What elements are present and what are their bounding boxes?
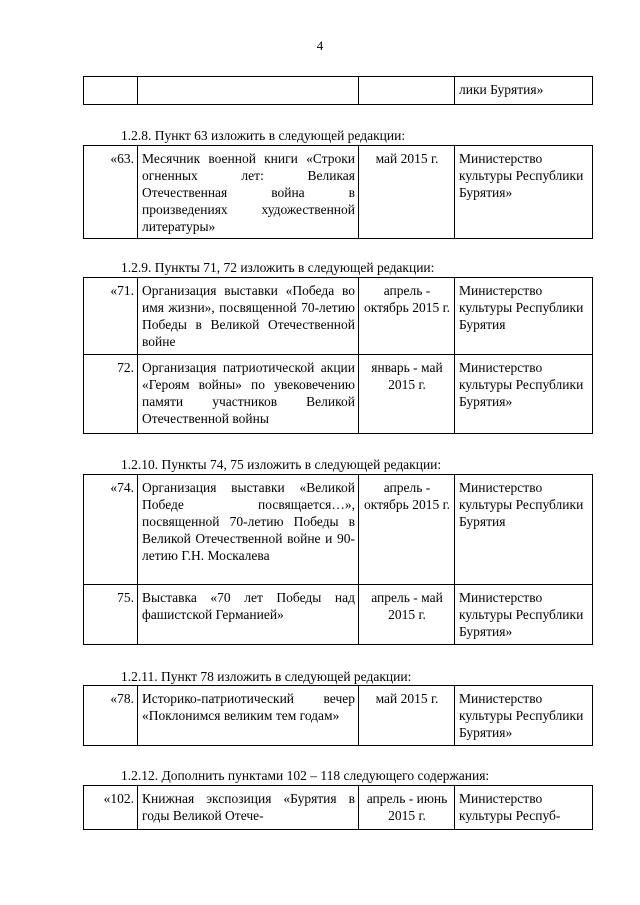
cell-name bbox=[138, 77, 359, 105]
table-row bbox=[84, 77, 593, 105]
cell-org: Министерство культуры Республики Бурятия bbox=[455, 475, 593, 585]
cell-num: «63. bbox=[84, 146, 138, 239]
table-section-1-2-12 bbox=[83, 785, 593, 830]
cell-num: 75. bbox=[84, 585, 138, 645]
cell-num: «74. bbox=[84, 475, 138, 585]
cell-date: апрель - май 2015 г. bbox=[359, 585, 455, 645]
table-continuation bbox=[83, 76, 593, 105]
cell-date: май 2015 г. bbox=[359, 686, 455, 746]
table-section-1-2-10 bbox=[83, 474, 593, 645]
cell-org: Министерство культуры Республики Бурятия» bbox=[455, 686, 593, 746]
section-heading: 1.2.11. Пункт 78 изложить в следующей редакции: bbox=[121, 669, 412, 684]
cell-num: 72. bbox=[84, 355, 138, 434]
table-row bbox=[84, 585, 593, 645]
table-row bbox=[84, 146, 593, 239]
cell-name: Историко-патриотический вечер «Поклонимся великим тем годам» bbox=[138, 686, 359, 746]
page-number: 4 bbox=[316, 38, 324, 53]
cell-org: Министерство культуры Республики Бурятия» bbox=[455, 146, 593, 239]
table-row bbox=[84, 355, 593, 434]
cell-org: Министерство культуры Респуб- bbox=[455, 786, 593, 830]
section-heading: 1.2.9. Пункты 71, 72 изложить в следующей редакции: bbox=[121, 260, 435, 275]
table-row bbox=[84, 475, 593, 585]
cell-org: лики Бурятия» bbox=[455, 77, 593, 105]
table-row bbox=[84, 786, 593, 830]
cell-name: Организация выставки «Великой Победе посвящается…», посвященной 70-летию Победы в Великой Отечественной войне и 90-летию Г.Н. Москалева bbox=[138, 475, 359, 585]
section-heading: 1.2.12. Дополнить пунктами 102 – 118 следующего содержания: bbox=[121, 768, 490, 783]
cell-date: январь - май 2015 г. bbox=[359, 355, 455, 434]
cell-name: Выставка «70 лет Победы над фашистской Германией» bbox=[138, 585, 359, 645]
cell-num: «102. bbox=[84, 786, 138, 830]
cell-date: май 2015 г. bbox=[359, 146, 455, 239]
cell-name: Книжная экспозиция «Бурятия в годы Великой Отече- bbox=[138, 786, 359, 830]
cell-date bbox=[359, 77, 455, 105]
table-row bbox=[84, 686, 593, 746]
table-section-1-2-8 bbox=[83, 145, 593, 239]
cell-num: «71. bbox=[84, 278, 138, 355]
section-heading: 1.2.8. Пункт 63 изложить в следующей редакции: bbox=[121, 128, 406, 143]
cell-date: апрель - октябрь 2015 г. bbox=[359, 475, 455, 585]
cell-name: Организация патриотической акции «Героям войны» по увековечению памяти участников Великой Отечественной войны bbox=[138, 355, 359, 434]
cell-num: «78. bbox=[84, 686, 138, 746]
cell-org: Министерство культуры Республики Бурятия» bbox=[455, 355, 593, 434]
cell-org: Министерство культуры Республики Бурятия bbox=[455, 278, 593, 355]
cell-org: Министерство культуры Республики Бурятия» bbox=[455, 585, 593, 645]
table-section-1-2-11 bbox=[83, 685, 593, 746]
cell-num bbox=[84, 77, 138, 105]
cell-name: Организация выставки «Победа во имя жизни», посвященной 70-летию Победы в Великой Отечественной войне bbox=[138, 278, 359, 355]
cell-date: апрель - июнь 2015 г. bbox=[359, 786, 455, 830]
section-heading: 1.2.10. Пункты 74, 75 изложить в следующей редакции: bbox=[121, 457, 442, 472]
cell-date: апрель - октябрь 2015 г. bbox=[359, 278, 455, 355]
cell-name: Месячник военной книги «Строки огненных лет: Великая Отечественная война в произведениях художественной литературы» bbox=[138, 146, 359, 239]
table-row bbox=[84, 278, 593, 355]
table-section-1-2-9 bbox=[83, 277, 593, 434]
